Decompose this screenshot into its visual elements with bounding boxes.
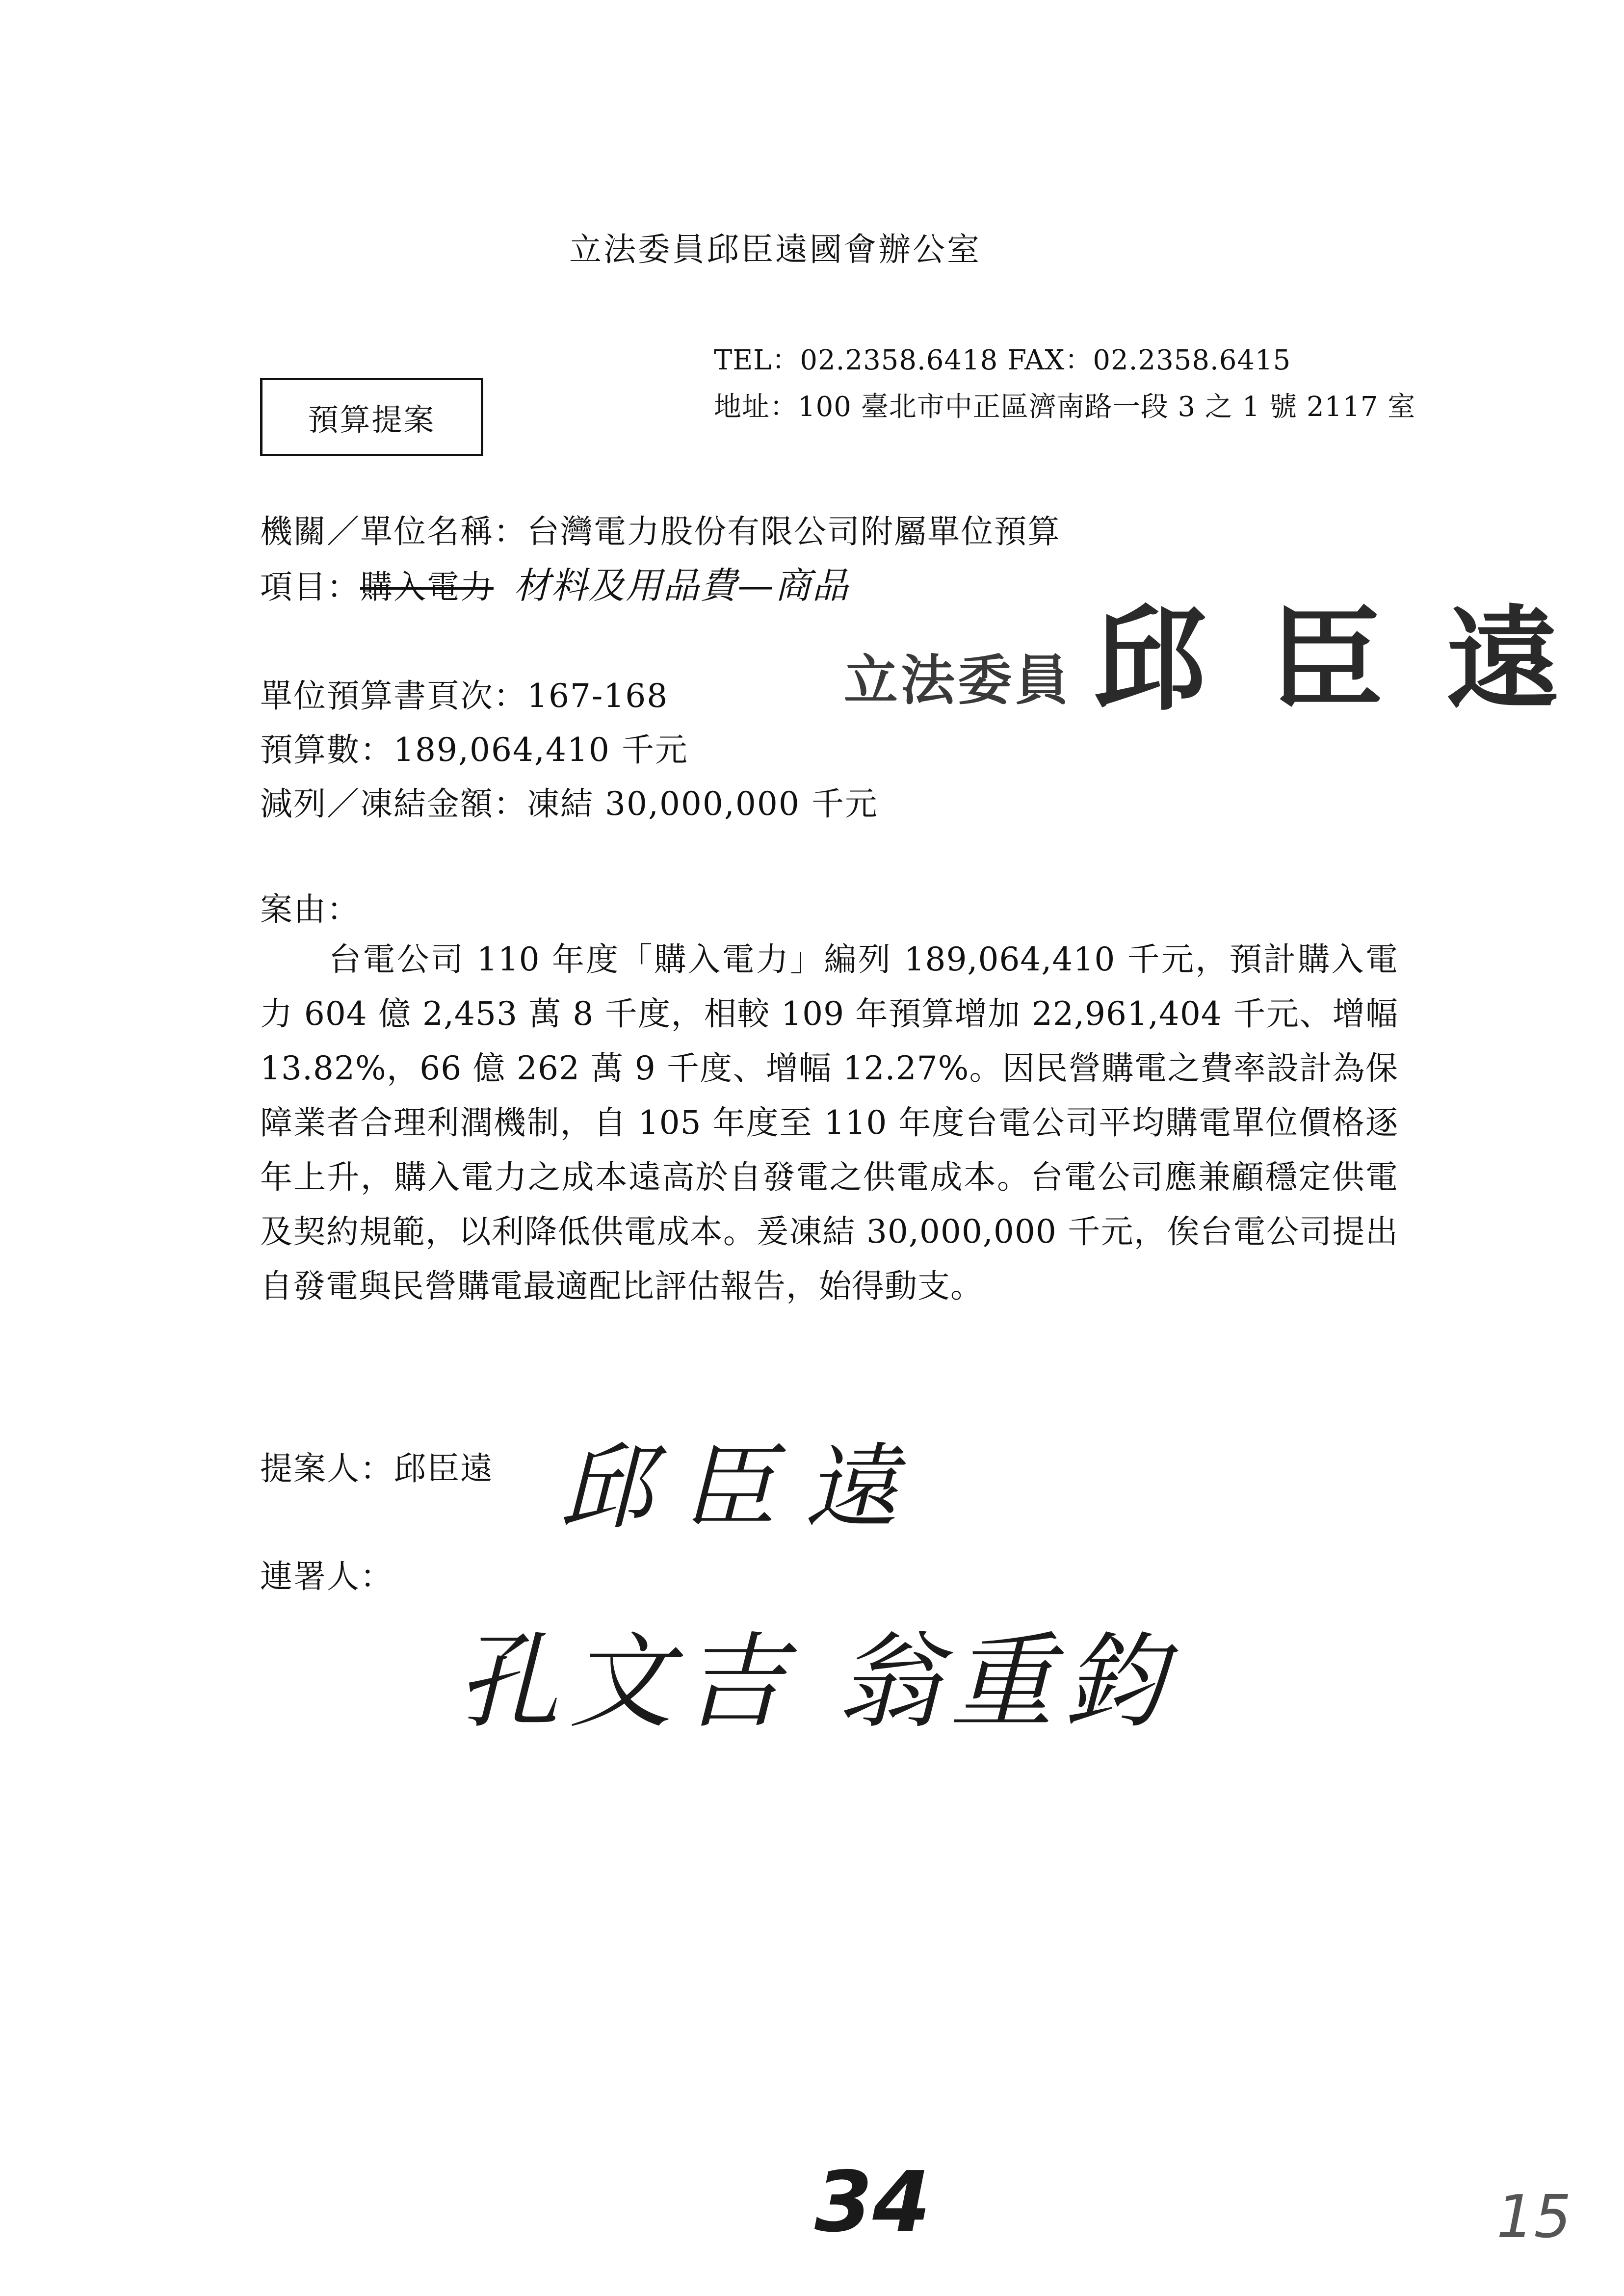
cosigner-signatures: 孔文吉 翁重鈞 bbox=[456, 1622, 1176, 1742]
agency-row bbox=[260, 505, 1061, 552]
agency-value: 台灣電力股份有限公司附屬單位預算 bbox=[527, 513, 1061, 550]
proposer-signature: 邱臣遠 bbox=[559, 1434, 928, 1542]
reason-body: 台電公司 110 年度「購入電力」編列 189,064,410 千元，預計購入電力 604 億 2,453 萬 8 千度，相較 109 年預算增加 22,961,404 千元、增幅 13.82%，66 億 262 萬 9 千度、增幅 12.27%。因民營購電之費率設計為保障業者合理利潤機制，自 105 年度至 110 年度台電公司平均購電單位價格逐年上升，購入電力之成本遠高於自發電之供電成本。台電公司應兼顧穩定供電及契約規範，以利降低供電成本。爰凍結 30,000,000 千元，俟台電公司提出自發電與民營購電最適配比評估報告，始得動支。 bbox=[260, 940, 1398, 1305]
item-label: 項目： bbox=[260, 568, 360, 606]
page-reference: 單位預算書頁次：167-168 bbox=[260, 677, 669, 715]
budget-proposal-badge: 預算提案 bbox=[260, 378, 483, 456]
reason-heading: 案由： bbox=[260, 890, 360, 928]
seal-prefix: 立法委員 bbox=[844, 649, 1072, 712]
agency-label: 機關／單位名稱： bbox=[260, 513, 527, 550]
address-line: 地址：100 臺北市中正區濟南路一段 3 之 1 號 2117 室 bbox=[714, 391, 1416, 423]
office-title: 立法委員邱臣遠國會辦公室 bbox=[569, 231, 981, 268]
page-number-corner: 15 bbox=[1496, 2183, 1572, 2251]
item-struck-text: 購入電力 bbox=[360, 568, 494, 606]
budget-amount: 預算數：189,064,410 千元 bbox=[260, 731, 688, 769]
legislator-seal bbox=[844, 569, 1623, 731]
page-number-center: 34 bbox=[814, 2154, 931, 2251]
contact-line: TEL：02.2358.6418 FAX：02.2358.6415 bbox=[714, 344, 1291, 376]
proposer-label: 提案人：邱臣遠 bbox=[260, 1450, 494, 1487]
item-handwritten-correction: 材料及用品費—商品 bbox=[513, 565, 849, 607]
item-row bbox=[260, 557, 849, 609]
seal-name: 邱臣遠 bbox=[1093, 595, 1624, 726]
freeze-amount: 減列／凍結金額：凍結 30,000,000 千元 bbox=[260, 785, 878, 823]
cosigner-label: 連署人： bbox=[260, 1558, 393, 1595]
